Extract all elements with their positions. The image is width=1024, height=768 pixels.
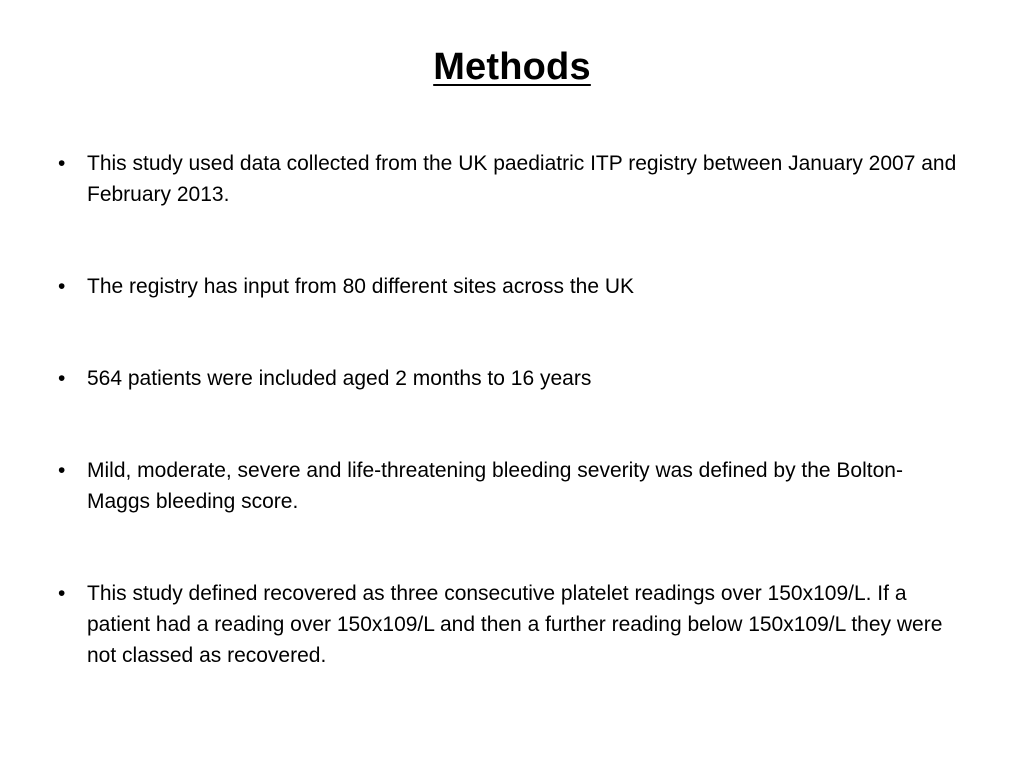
- bullet-dot-icon: •: [58, 459, 66, 482]
- bullet-text: The registry has input from 80 different sites across the UK: [87, 275, 635, 298]
- bullet-item-data-source: [58, 148, 958, 210]
- bullet-item-recovery-definition: [58, 578, 958, 671]
- bullet-dot-icon: •: [58, 275, 66, 298]
- bullet-item-patients: [58, 363, 958, 394]
- bullet-dot-icon: •: [58, 582, 66, 605]
- bullet-text: This study used data collected from the UK paediatric ITP registry between January 2007 and February 2013.: [87, 152, 957, 206]
- bullet-text: 564 patients were included aged 2 months to 16 years: [87, 367, 592, 390]
- bullet-item-bleeding-severity: [58, 455, 958, 517]
- slide-title: Methods: [433, 46, 591, 88]
- bullet-text: This study defined recovered as three consecutive platelet readings over 150x109/L. If a patient had a reading over 150x109/L and then a further reading below 150x109/L they were not classed as recovered.: [87, 582, 943, 667]
- bullet-dot-icon: •: [58, 367, 66, 390]
- bullet-text: Mild, moderate, severe and life-threatening bleeding severity was defined by the Bolton-Maggs bleeding score.: [87, 459, 903, 513]
- bullet-dot-icon: •: [58, 152, 66, 175]
- bullet-item-registry-sites: [58, 271, 958, 302]
